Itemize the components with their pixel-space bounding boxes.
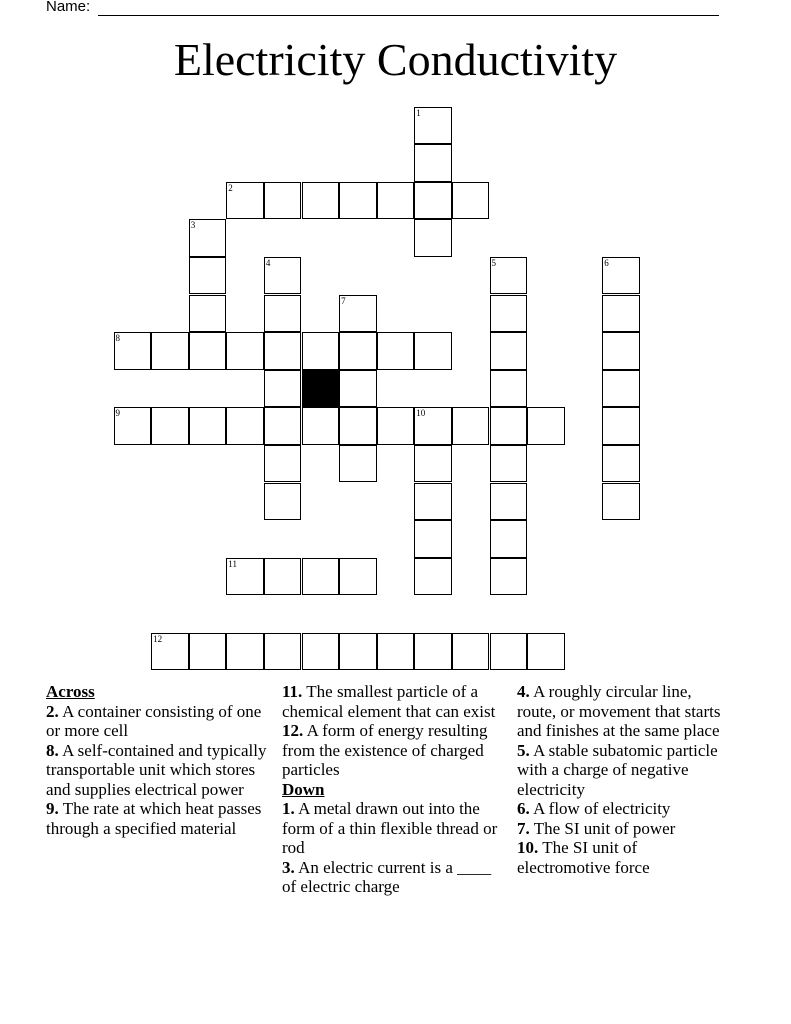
- clue-down-6: 6. A flow of electricity: [517, 799, 671, 818]
- clue-across-8: 8. A self-contained and typically transportable unit which stores and supplies electrical power: [46, 740, 267, 799]
- grid-cell[interactable]: [490, 520, 528, 558]
- clue-number: 10: [416, 408, 426, 419]
- grid-cell[interactable]: [527, 633, 565, 671]
- grid-cell[interactable]: [602, 295, 640, 333]
- grid-cell[interactable]: [414, 633, 452, 671]
- grid-cell[interactable]: [339, 558, 377, 596]
- clue-number: 1: [416, 107, 421, 118]
- clue-number: 11: [228, 558, 237, 569]
- grid-cell-6[interactable]: [602, 257, 640, 295]
- grid-cell[interactable]: [264, 407, 302, 445]
- grid-cell[interactable]: [302, 633, 340, 671]
- grid-cell[interactable]: [264, 558, 302, 596]
- grid-cell[interactable]: [490, 633, 528, 671]
- grid-cell[interactable]: [189, 633, 227, 671]
- grid-cell[interactable]: [264, 182, 302, 220]
- grid-cell[interactable]: [339, 407, 377, 445]
- grid-cell[interactable]: [151, 332, 189, 370]
- clue-across-9: 9. The rate at which heat passes through a specified material: [46, 799, 262, 838]
- clue-number: 6: [604, 257, 609, 268]
- grid-cell[interactable]: [302, 332, 340, 370]
- grid-cell[interactable]: [151, 407, 189, 445]
- grid-cell[interactable]: [264, 633, 302, 671]
- clue-number: 7: [341, 295, 346, 306]
- grid-cell[interactable]: [189, 407, 227, 445]
- grid-cell[interactable]: [452, 633, 490, 671]
- grid-cell[interactable]: [414, 219, 452, 257]
- grid-cell[interactable]: [602, 445, 640, 483]
- name-label: Name:: [46, 0, 91, 15]
- grid-cell[interactable]: [490, 332, 528, 370]
- grid-cell-11[interactable]: [226, 558, 264, 596]
- grid-cell[interactable]: [302, 407, 340, 445]
- grid-cell[interactable]: [490, 483, 528, 521]
- grid-cell-7[interactable]: [339, 295, 377, 333]
- grid-cell[interactable]: [490, 445, 528, 483]
- grid-cell[interactable]: [264, 445, 302, 483]
- clue-number: 8: [115, 333, 120, 344]
- grid-cell[interactable]: [414, 182, 452, 220]
- grid-cell[interactable]: [602, 332, 640, 370]
- grid-cell[interactable]: [264, 370, 302, 408]
- grid-cell[interactable]: [226, 633, 264, 671]
- grid-cell[interactable]: [490, 558, 528, 596]
- clue-across-12: 12. A form of energy resulting from the existence of charged particles: [282, 721, 488, 779]
- clue-across-2: 2. A container consisting of one or more cell: [46, 701, 262, 740]
- grid-cell[interactable]: [377, 182, 415, 220]
- clues-column-3: [517, 682, 727, 877]
- down-heading: Down: [282, 779, 325, 799]
- grid-cell[interactable]: [264, 483, 302, 521]
- grid-cell[interactable]: [377, 633, 415, 671]
- clue-down-3: 3. An electric current is a ____ of electric charge: [282, 857, 492, 896]
- grid-cell[interactable]: [414, 332, 452, 370]
- grid-cell[interactable]: [602, 370, 640, 408]
- clues-column-1: [46, 682, 271, 838]
- grid-cell-3[interactable]: [189, 219, 227, 257]
- grid-cell[interactable]: [527, 407, 565, 445]
- clues-column-2: [282, 682, 508, 897]
- grid-cell-9[interactable]: [114, 407, 152, 445]
- grid-cell[interactable]: [339, 370, 377, 408]
- clue-down-5: 5. A stable subatomic particle with a charge of negative electricity: [517, 740, 718, 799]
- grid-cell[interactable]: [226, 332, 264, 370]
- grid-cell-10[interactable]: [414, 407, 452, 445]
- puzzle-title: Electricity Conductivity: [173, 34, 618, 85]
- grid-cell[interactable]: [602, 483, 640, 521]
- clue-down-4: 4. A roughly circular line, route, or movement that starts and finishes at the same place: [517, 682, 721, 740]
- grid-cell[interactable]: [377, 332, 415, 370]
- clue-down-7: 7. The SI unit of power: [517, 818, 676, 838]
- grid-cell[interactable]: [339, 332, 377, 370]
- grid-cell[interactable]: [189, 295, 227, 333]
- grid-cell-4[interactable]: [264, 257, 302, 295]
- grid-cell[interactable]: [302, 182, 340, 220]
- clue-number: 12: [153, 633, 163, 644]
- grid-cell-8[interactable]: [114, 332, 152, 370]
- clue-number: 9: [115, 408, 120, 419]
- across-heading: Across: [46, 682, 95, 701]
- grid-cell-5[interactable]: [490, 257, 528, 295]
- grid-cell[interactable]: [189, 257, 227, 295]
- grid-cell-2[interactable]: [226, 182, 264, 220]
- grid-cell[interactable]: [452, 407, 490, 445]
- grid-cell[interactable]: [302, 558, 340, 596]
- grid-cell[interactable]: [339, 445, 377, 483]
- grid-cell[interactable]: [490, 295, 528, 333]
- grid-cell[interactable]: [339, 633, 377, 671]
- clue-down-1: 1. A metal drawn out into the form of a thin flexible thread or rod: [282, 799, 498, 857]
- grid-cell[interactable]: [264, 295, 302, 333]
- grid-cell[interactable]: [377, 407, 415, 445]
- grid-cell[interactable]: [339, 182, 377, 220]
- clue-number: 4: [265, 257, 271, 268]
- grid-block: [302, 370, 340, 408]
- clue-down-10: 10. The SI unit of electromotive force: [517, 838, 650, 877]
- grid-cell[interactable]: [414, 144, 452, 182]
- grid-cell[interactable]: [602, 407, 640, 445]
- grid-cell-12[interactable]: [151, 633, 189, 671]
- grid-cell[interactable]: [264, 332, 302, 370]
- grid-cell[interactable]: [490, 407, 528, 445]
- grid-cell[interactable]: [414, 445, 452, 483]
- clue-number: 5: [491, 257, 496, 268]
- grid-cell[interactable]: [414, 483, 452, 521]
- grid-cell[interactable]: [452, 182, 490, 220]
- clue-number: 2: [228, 182, 233, 193]
- clue-number: 3: [190, 220, 196, 231]
- grid-cell[interactable]: [490, 370, 528, 408]
- grid-cell[interactable]: [226, 407, 264, 445]
- grid-cell[interactable]: [189, 332, 227, 370]
- grid-cell[interactable]: [414, 520, 452, 558]
- grid-cell-1[interactable]: [414, 107, 452, 145]
- grid-cell[interactable]: [414, 558, 452, 596]
- clue-across-11: 11. The smallest particle of a chemical element that can exist: [282, 682, 496, 721]
